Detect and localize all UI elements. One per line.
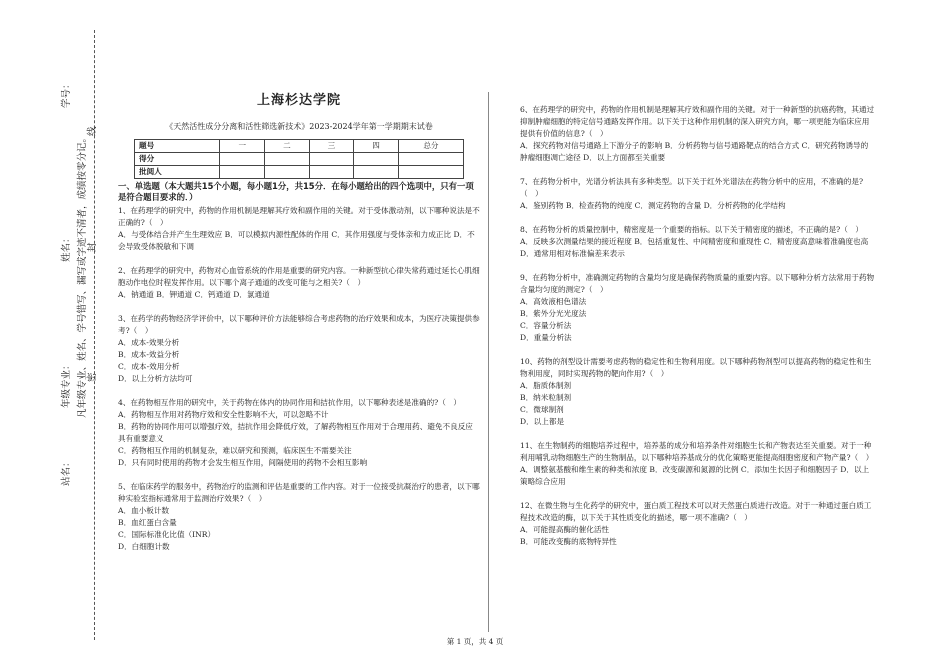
seal-mark-fold: 封: [87, 242, 98, 252]
question-option: D．以上都是: [520, 417, 565, 426]
question-stem: 11、在生物制药的细胞培养过程中，培养基的成分和培养条件对细胞生长和产物表达至关重要。对于一种利用哺乳动物细胞生产的生物制品，以下哪种培养基成分的优化策略更能提高细胞密度和产物产量?（ ）: [520, 441, 874, 462]
question-option: A．脂质体制剂: [520, 381, 572, 390]
question-stem: 6、在药理学的研究中，药物的作用机制是理解其疗效和副作用的关键。对于一种新型的抗癌药物，其通过抑制肿瘤细胞的特定信号通路发挥作用。以下关于这种作用机制的深入研究方向，哪一项更能为临床应用提供有价值的信息?（ ）: [520, 105, 875, 138]
seal-mark-line: 线: [87, 126, 98, 136]
question-option: C．成本-效用分析: [118, 362, 180, 371]
question-stem: 10、药物的剂型设计需要考虑药物的稳定性和生物利用度。以下哪种药物剂型可以提高药物的稳定性和生物利用度，同时实现药物的靶向作用?（ ）: [520, 357, 872, 378]
question-stem: 8、在药物分析的质量控制中，精密度是一个重要的指标。以下关于精密度的描述，不正确的是?（ ）: [520, 225, 864, 234]
question: [520, 356, 875, 428]
grader-row-label: 批阅人: [135, 166, 220, 179]
question-stem: 12、在微生物与生化药学的研究中，蛋白质工程技术可以对天然蛋白质进行改造。对于一种通过蛋白质工程技术改造的酶，以下关于其性质变化的描述，哪一项不准确?（ ）: [520, 501, 872, 522]
question: [520, 440, 875, 488]
right-column: [520, 104, 875, 560]
school-label: 站名：: [61, 457, 72, 486]
school-name: 上海杉达学院: [256, 93, 341, 108]
question: [118, 265, 480, 301]
grader-cell: [398, 166, 463, 179]
question-option: B．成本-效益分析: [118, 350, 180, 359]
seal-warning: 凡年级专业、姓名、学号错写、漏写或字迹不清者，成绩按零分记。: [77, 132, 88, 418]
score-cell: [265, 153, 310, 166]
question-option: D．以上分析方法均可: [118, 374, 193, 383]
question-option: A．反映多次测量结果的接近程度 B．包括重复性、中间精密度和重现性 C．精密度高意味着准确度也高 D．通常用相对标准偏差来表示: [520, 237, 869, 258]
score-header-cell: 总分: [398, 140, 463, 153]
question: [520, 176, 875, 212]
question-option: C．药物相互作用的机制复杂，难以研究和预测，临床医生不需要关注: [118, 446, 352, 455]
question-stem: 7、在药物分析中，光谱分析法具有多种类型。以下关于红外光谱法在药物分析中的应用，不准确的是?（ ）: [520, 177, 864, 198]
score-cell: [220, 153, 265, 166]
page-number: 第 1 页，共 4 页: [446, 637, 504, 646]
column-divider: [488, 92, 489, 632]
question-stem: 3、在药学的药物经济学评价中，以下哪种评价方法能够综合考虑药物的治疗效果和成本，为医疗决策提供参考?（ ）: [118, 314, 480, 335]
question-stem: 4、在药物相互作用的研究中，关于药物在体内的协同作用和拮抗作用，以下哪种表述是准确的?（ ）: [118, 398, 462, 407]
grader-cell: [220, 166, 265, 179]
score-row: [135, 153, 464, 166]
question-option: A．高效液相色谱法: [520, 297, 587, 306]
question-option: B．血红蛋白含量: [118, 518, 177, 527]
question: [118, 481, 480, 553]
question-option: C．国际标准化比值（INR）: [118, 530, 216, 539]
question-option: C．容量分析法: [520, 321, 572, 330]
question-option: A．探究药物对信号通路上下游分子的影响 B．分析药物与信号通路靶点的结合方式 C．研究药物诱导的肿瘤细胞凋亡途径 D．以上方面都至关重要: [520, 141, 869, 162]
score-header-cell: 二: [265, 140, 310, 153]
question-stem: 5、在临床药学的服务中，药物治疗的监测和评估是重要的工作内容。对于一位接受抗凝治疗的患者，以下哪种实验室指标通常用于监测治疗效果?（ ）: [118, 482, 480, 503]
score-header-cell: 题号: [135, 140, 220, 153]
question-option: A．钠通道 B．钾通道 C．钙通道 D．氯通道: [118, 290, 270, 299]
question-stem: 1、在药理学的研究中，药物的作用机制是理解其疗效和副作用的关键。对于受体激动剂，以下哪种说法是不正确的?（ ）: [118, 206, 480, 227]
left-column: [118, 95, 480, 565]
grader-cell: [265, 166, 310, 179]
score-table-header-row: [135, 140, 464, 153]
grader-cell: [354, 166, 399, 179]
name-label: 姓名：: [61, 233, 72, 262]
question: [520, 500, 875, 548]
question: [118, 397, 480, 469]
seal-mark: 密: [87, 372, 98, 382]
question-option: B．可能改变酶的底物特异性: [520, 537, 617, 546]
score-table: [134, 139, 464, 179]
question-option: A．血小板计数: [118, 506, 170, 515]
question-option: A．可能提高酶的催化活性: [520, 525, 610, 534]
question-option: B．药物的协同作用可以增强疗效，拮抗作用会降低疗效，了解药物相互作用对于合理用药、避免不良反应具有重要意义: [118, 422, 473, 443]
score-header-cell: 三: [309, 140, 354, 153]
question-option: B．紫外分光光度法: [520, 309, 587, 318]
score-cell: [309, 153, 354, 166]
grader-cell: [309, 166, 354, 179]
seal-dashed-line: [94, 30, 95, 640]
question-option: B．纳米粒制剂: [520, 393, 572, 402]
question: [520, 224, 875, 260]
exam-title: 《天然活性成分分离和活性筛选新技术》2023-2024学年第一学期期末试卷: [165, 122, 433, 131]
question: [520, 104, 875, 164]
question-option: D．只有同时使用的药物才会发生相互作用，间隔使用的药物不会相互影响: [118, 458, 368, 467]
left-question-list: [118, 205, 480, 553]
question: [118, 313, 480, 385]
question-option: C．微球制剂: [520, 405, 564, 414]
score-cell: [398, 153, 463, 166]
question: [118, 205, 480, 253]
question-option: A．鉴别药物 B．检查药物的纯度 C．测定药物的含量 D．分析药物的化学结构: [520, 201, 786, 210]
score-header-cell: 一: [220, 140, 265, 153]
score-cell: [354, 153, 399, 166]
question-stem: 2、在药理学的研究中，药物对心血管系统的作用是重要的研究内容。一种新型抗心律失常药通过延长心肌细胞动作电位时程发挥作用。以下哪个离子通道的改变可能与之相关?（ ）: [118, 266, 480, 287]
question-option: A．药物相互作用对药物疗效和安全性影响不大，可以忽略不计: [118, 410, 329, 419]
question: [520, 272, 875, 344]
question-option: D．白细胞计数: [118, 542, 170, 551]
question-option: A．调整氨基酸和维生素的种类和浓度 B．改变碳源和氮源的比例 C．添加生长因子和细胞因子 D．以上策略综合应用: [520, 465, 870, 486]
question-option: D．重量分析法: [520, 333, 572, 342]
score-row-label: 得分: [135, 153, 220, 166]
binding-margin: [0, 0, 110, 672]
right-question-list: [520, 104, 875, 548]
question-option: A．成本-效果分析: [118, 338, 180, 347]
student-id-label: 学号：: [61, 79, 72, 108]
question-stem: 9、在药物分析中，准确测定药物的含量均匀度是确保药物质量的重要内容。以下哪种分析方法常用于药物含量均匀度的测定?（ ）: [520, 273, 875, 294]
score-header-cell: 四: [354, 140, 399, 153]
grader-row: [135, 166, 464, 179]
class-label: 年级专业：: [61, 360, 72, 408]
question-option: A．与受体结合并产生生理效应 B．可以模拟内源性配体的作用 C．其作用强度与受体亲和力成正比 D．不会导致受体脱敏和下调: [118, 230, 475, 251]
section-title: 一、单选题（本大题共15个小题，每小题1分，共15分．在每小题给出的四个选项中，只有一项是符合题目要求的．）: [118, 181, 474, 202]
